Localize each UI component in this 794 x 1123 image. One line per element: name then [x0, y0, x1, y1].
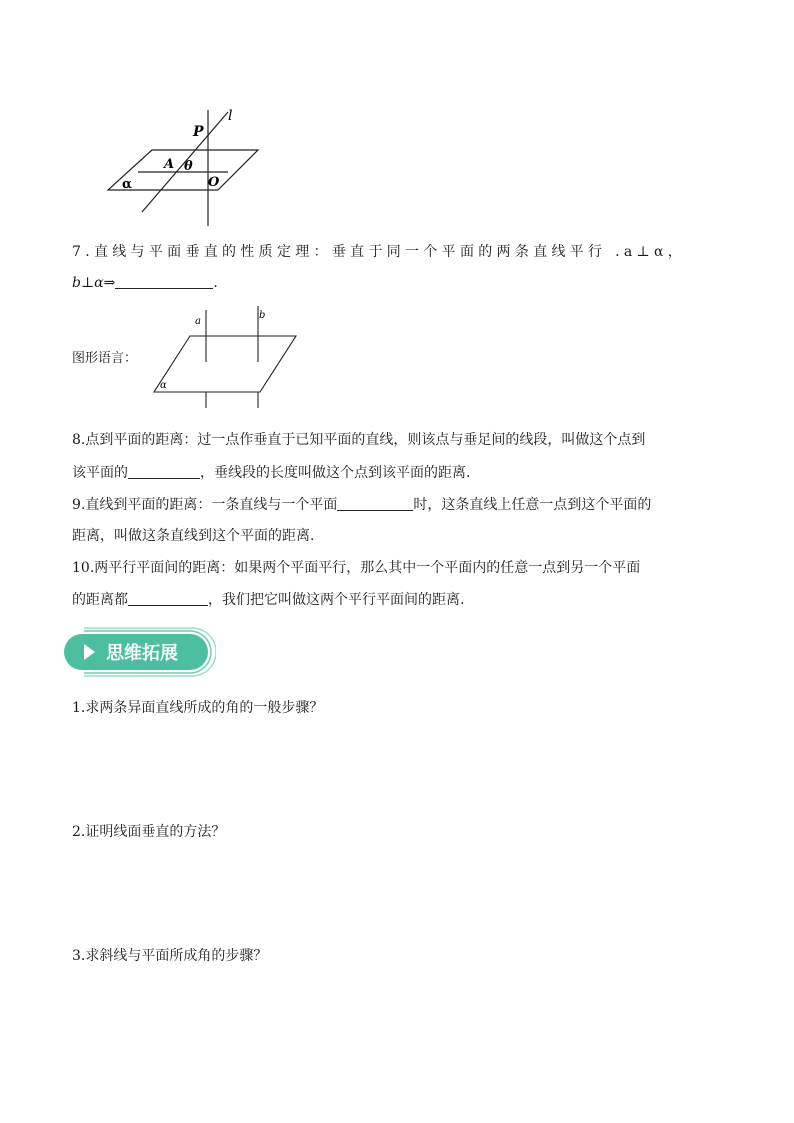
item8-line2 — [72, 463, 470, 483]
item9-line1 — [72, 495, 651, 515]
figure-parallel-perpendicular-lines — [150, 300, 300, 412]
item7-line2 — [72, 273, 218, 293]
item10-blank[interactable] — [128, 591, 208, 606]
label-O: O — [208, 175, 220, 190]
item8-line1: 8.点到平面的距离：过一点作垂直于已知平面的直线，则该点与垂足间的线段，叫做这个点到 — [72, 432, 646, 448]
label-A: A — [164, 157, 175, 172]
figure-line-plane-angle — [100, 100, 270, 230]
item8-line2-suffix: ，垂线段的长度叫做这个点到该平面的距离. — [200, 465, 471, 481]
question-3: 3.求斜线与平面所成角的步骤？ — [72, 948, 268, 964]
label-a: a — [195, 316, 201, 327]
label-alpha: α — [122, 177, 133, 192]
section-header-banner — [62, 626, 216, 678]
item9-blank[interactable] — [337, 496, 413, 511]
label-b: b — [259, 310, 266, 321]
label-P: P — [193, 124, 204, 140]
item7-line2-suffix: . — [213, 275, 218, 291]
item7-blank[interactable] — [115, 274, 213, 289]
item9-line2: 距离，叫做这条直线到这个平面的距离. — [72, 528, 315, 544]
label-alpha-2: α — [160, 380, 167, 391]
question-2: 2.证明线面垂直的方法？ — [72, 824, 226, 840]
item10-line2-prefix: 的距离都 — [72, 592, 128, 608]
label-l: l — [228, 108, 233, 124]
item10-line2-suffix: ，我们把它叫做这两个平行平面间的距离. — [208, 592, 465, 608]
item9-line1-prefix: 9.直线到平面的距离：一条直线与一个平面 — [72, 497, 338, 513]
question-1: 1.求两条异面直线所成的角的一般步骤？ — [72, 700, 324, 716]
label-theta: θ — [184, 159, 193, 174]
item10-line2 — [72, 590, 464, 610]
item8-blank[interactable] — [128, 464, 200, 479]
item8-line2-prefix: 该平面的 — [72, 465, 128, 481]
fig2-caption: 图形语言： — [72, 351, 138, 366]
item7-line2-prefix: b⊥α⇒ — [72, 275, 116, 291]
item9-line1-suffix: 时，这条直线上任意一点到这个平面的 — [413, 497, 652, 513]
section-title: 思维拓展 — [106, 643, 178, 664]
plane-alpha-2 — [154, 336, 296, 392]
item7-line1: 7.直线与平面垂直的性质定理：垂直于同一个平面的两条直线平行 .a⊥α， — [72, 244, 687, 260]
item10-line1: 10.两平行平面间的距离：如果两个平面平行，那么其中一个平面内的任意一点到另一个平面 — [72, 560, 641, 576]
